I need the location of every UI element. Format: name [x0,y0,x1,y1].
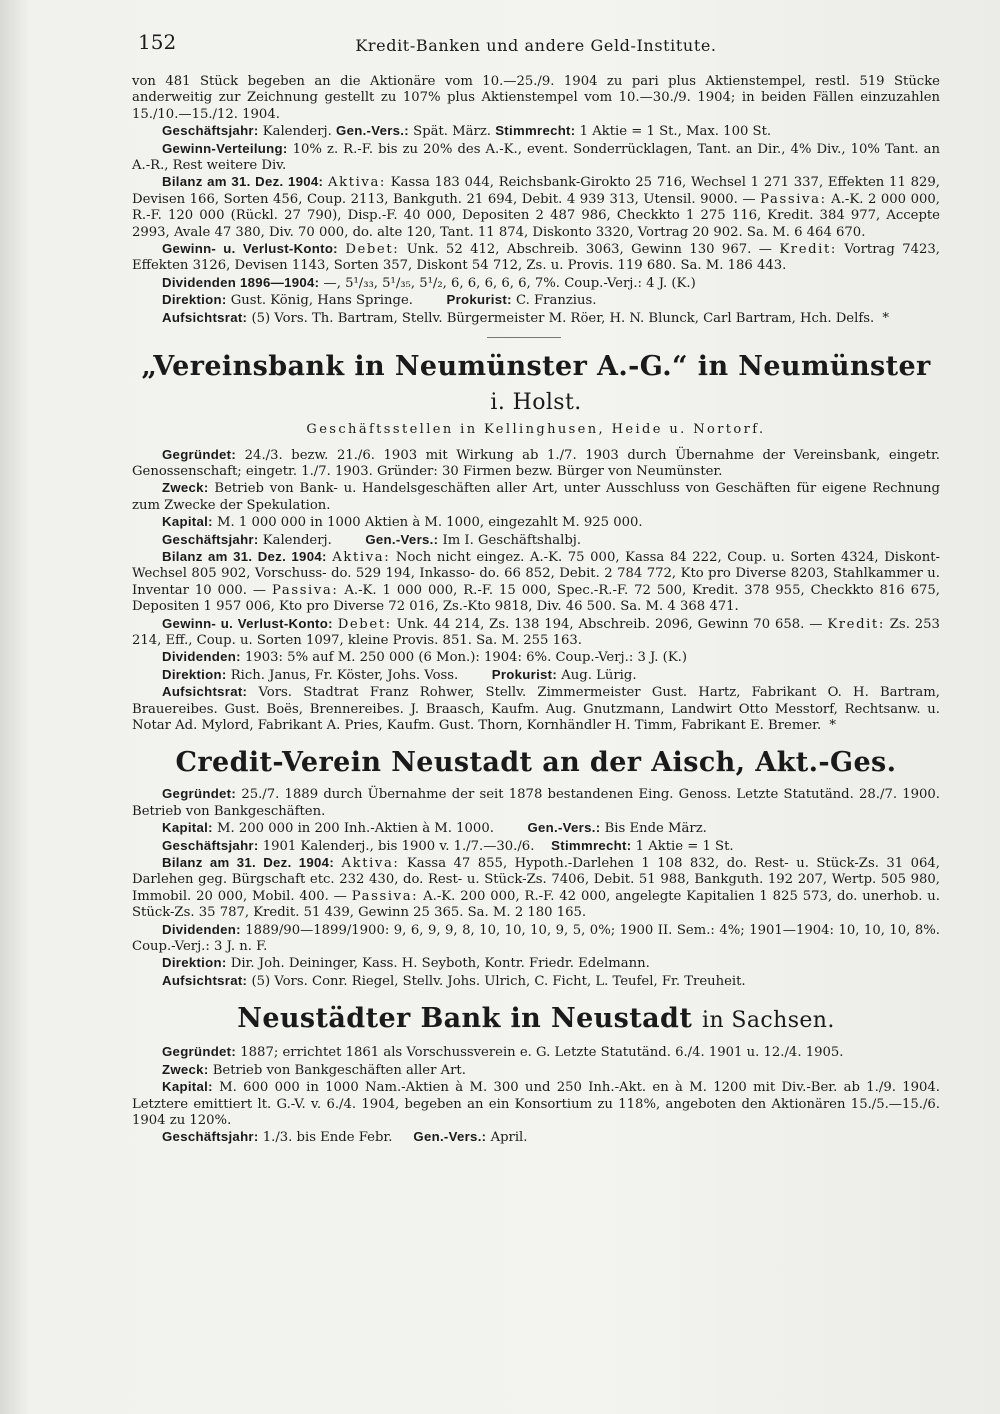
text-aktiva: Kassa 183 044, Reichsbank-Girokto 25 716, Wechsel 1 271 337, Effekten 11 829, Devisen 166, Sorten 456, Coup. 2113, Bankguth. 21 694, Debit. 4 939 313, Utensil. 9000. — [132,175,940,207]
text-gegruendet: 24./3. bezw. 21./6. 1903 mit Wirkung ab 1./7. 1903 durch Übernahme der Vereinsbank, eingetr. Genossenschaft; eingetr. 1./7. 1903. Gründer: 30 Firmen bezw. Bürger von Neumünster. [132,447,940,479]
label-passiva: Passiva: [760,191,827,207]
capital-paragraph [132,820,940,837]
capital-paragraph [132,1079,940,1129]
profit-loss-paragraph [132,616,940,650]
label-aufsichtsrat: Aufsichtsrat: [162,309,248,325]
direction-paragraph [132,667,940,684]
bank-title-main: „Vereinsbank in Neumünster A.-G.“ in Neumünster [141,351,931,383]
label-debet: Debet: [337,616,392,632]
founded-paragraph [132,786,940,820]
label-geschaeftsjahr: Geschäftsjahr: [162,837,259,853]
text-geschaeftsjahr: 1./3. bis Ende Febr. [262,1130,393,1146]
text-gen-vers: Bis Ende März. [604,821,707,837]
label-gegruendet: Gegründet: [162,786,237,802]
text-gewinn-verteilung: 10% z. R.-F. bis zu 20% des A.-K., event. Sonderrücklagen, Tant. an Dir., 4% Div., 10% Tant. an A.-R., Rest weitere Div. [132,141,940,174]
supervisory-board-paragraph [132,310,940,327]
text-debet: Unk. 52 412, Abschreib. 3063, Gewinn 130 967. — [406,242,772,258]
label-geschaeftsjahr: Geschäftsjahr: [162,531,259,547]
balance-paragraph [132,549,940,616]
label-kapital: Kapital: [162,820,213,836]
label-direktion: Direktion: [162,666,227,682]
text-geschaeftsjahr: 1901 Kalenderj., bis 1900 v. 1./7.—30./6. [262,838,535,854]
label-gen-vers: Gen.-Vers.: [527,820,601,836]
label-gewinn-verlust: Gewinn- u. Verlust-Konto: [162,241,338,257]
text-passiva: A.-K. 2 000 000, R.-F. 120 000 (Rückl. 27 790), Disp.-F. 40 000, Depositen 2 487 986, Checkkto 1 275 116, Kredit. 384 977, Accepte 2993, Avale 47 380, Div. 70 000, do. alte 120, Tant. 11 874, Diskonto 3320, Vortrag 20 902. Sa. M. 6 464 670. [132,191,940,240]
label-bilanz: Bilanz am 31. Dez. 1904: [162,548,327,564]
page-content [132,74,940,1147]
text-aktiva: Noch nicht eingez. A.-K. 75 000, Kassa 84 222, Coup. u. Sorten 4324, Diskont-Wechsel 805 902, Vorschuss- do. 529 194, Inkasso- do. 66 852, Debit. 2 784 772, Kto pro Diverse 8203, Stahlkammer u. Inventar 10 000. — [132,549,940,598]
label-geschaeftsjahr: Geschäftsjahr: [162,1129,259,1145]
business-year-paragraph [132,1129,940,1146]
label-kredit: Kredit: [827,616,885,632]
label-stimmrecht: Stimmrecht: [495,123,576,139]
text-kapital: M. 1 000 000 in 1000 Aktien à M. 1000, eingezahlt M. 925 000. [216,515,643,531]
text-zweck: Betrieb von Bankgeschäften aller Art. [212,1062,466,1078]
label-bilanz: Bilanz am 31. Dez. 1904: [162,174,324,190]
label-gegruendet: Gegründet: [162,1044,237,1060]
label-direktion: Direktion: [162,292,227,308]
text-kredit: Vortrag 7423, Effekten 3126, Devisen 1143, Sorten 357, Diskont 54 712, Zs. u. Provis. 119 680. Sa. M. 186 443. [132,242,940,274]
label-zweck: Zweck: [162,480,209,496]
purpose-paragraph [132,480,940,514]
label-dividenden: Dividenden: [162,921,241,937]
label-gewinn-verlust: Gewinn- u. Verlust-Konto: [162,615,333,631]
label-aufsichtsrat: Aufsichtsrat: [162,972,248,988]
label-bilanz: Bilanz am 31. Dez. 1904: [162,855,335,871]
balance-paragraph [132,174,940,241]
label-gen-vers: Gen.-Vers.: [336,123,409,139]
section-neustaedter-bank [132,1002,940,1146]
text-gen-vers: April. [490,1130,528,1146]
text-aktiva: Kassa 47 855, Hypoth.-Darlehen 1 108 832, do. Rest- u. Stück-Zs. 31 064, Darlehen geg. Bürgschaft etc. 232 430, do. Rest- u. Stück-Zs. 7406, Debit. 51 988, Bankguth. 192 207, Wertp. 505 980, Immobil. 20 000, Mobil. 400. — [132,856,940,904]
label-prokurist: Prokurist: [491,666,558,682]
supervisory-board-paragraph [132,973,940,990]
section-vereinsbank-neumuenster [132,350,940,734]
page-header [132,30,940,64]
stock-issue-paragraph [132,74,940,123]
label-passiva: Passiva: [271,582,339,598]
bank-title-suffix: in Sachsen. [702,1008,835,1034]
text-gegruendet: 1887; errichtet 1861 als Vorschussverein e. G. Letzte Statutänd. 6./4. 1901 u. 12./4. 1905. [240,1045,844,1061]
label-passiva: Passiva: [351,888,419,904]
balance-paragraph [132,855,940,922]
label-kapital: Kapital: [162,1079,213,1095]
direction-paragraph [132,292,940,309]
text-dividenden: 1903: 5% auf M. 250 000 (6 Mon.): 1904: 6%. Coup.-Verj.: 3 J. (K.) [244,650,688,666]
text-gen-vers: Spät. März. [413,124,491,140]
profit-loss-paragraph [132,241,940,275]
bank-title: Credit-Verein Neustadt an der Aisch, Akt.-Ges. [175,747,897,779]
label-gewinn-verteilung: Gewinn-Verteilung: [162,140,288,156]
label-gen-vers: Gen.-Vers.: [413,1129,487,1145]
text-passiva: A.-K. 200 000, R.-F. 42 000, angelegte Kapitalien 1 825 573, do. unerhob. u. Stück-Zs. 35 787, Kredit. 51 439, Gewinn 25 365. Sa. M. 2 180 165. [132,888,940,921]
section-divider [487,337,561,338]
text-gegruendet: 25./7. 1889 durch Übernahme der seit 1878 bestandenen Eing. Genoss. Letzte Statutänd. 28./7. 1900. Betrieb von Bankgeschäften. [132,787,941,819]
label-kredit: Kredit: [779,242,837,258]
bank-title-main: Neustädter Bank in Neustadt [237,1003,693,1035]
text-aufsichtsrat: (5) Vors. Conr. Riegel, Stellv. Johs. Ulrich, C. Ficht, L. Teufel, Fr. Treuheit. [251,973,746,989]
supervisory-board-paragraph [132,684,940,734]
text-stimmrecht: 1 Aktie = 1 St. [635,838,734,854]
text-dividenden: 1889/90—1899/1900: 9, 6, 9, 9, 8, 10, 10, 10, 9, 5, 0%; 1900 II. Sem.: 4%; 1901—1904: 10, 10, 10, 8%. Coup.-Verj.: 3 J. n. F. [132,922,940,955]
dividends-paragraph [132,922,940,956]
text-stimmrecht: 1 Aktie = 1 St., Max. 100 St. [579,124,772,140]
branches-line: Geschäftsstellen in Kellinghusen, Heide u. Nortorf. [306,422,766,438]
label-prokurist: Prokurist: [446,292,512,308]
business-year-paragraph [132,532,940,549]
text-passiva: A.-K. 1 000 000, R.-F. 15 000, Spec.-R.-F. 72 500, Kredit. 378 955, Checkkto 816 675, Depositen 1 957 006, Kto pro Diverse 72 016, Zs.-Kto 9818, Div. 46 500. Sa. M. 4 368 471. [132,582,940,615]
running-title: Kredit-Banken und andere Geld-Institute. [355,36,717,55]
text-kapital: M. 200 000 in 200 Inh.-Aktien à M. 1000. [216,821,494,837]
text-geschaeftsjahr: Kalenderj. [262,124,332,140]
label-geschaeftsjahr: Geschäftsjahr: [162,123,259,139]
business-year-paragraph [132,123,940,140]
text-zweck: Betrieb von Bank- u. Handelsgeschäften aller Art, unter Ausschluss von Geschäften für eigene Rechnung zum Zwecke der Spekulation. [132,481,940,513]
text-aufsichtsrat: (5) Vors. Th. Bartram, Stellv. Bürgermeister M. Röer, H. N. Blunck, Carl Bartram, Hch. Delfs. [251,310,875,326]
end-star: * [882,310,889,326]
stock-issue-text: von 481 Stück begeben an die Aktionäre vom 10.—25./9. 1904 zu pari plus Aktienstempel, restl. 519 Stücke anderweitig zur Zeichnung gestellt zu 107% plus Aktienstempel vom 10.—30./9. 1904; in beiden Fällen einzuzahlen 15./10.—15./12. 1904. [132,74,940,122]
label-dividenden: Dividenden 1896—1904: [162,274,320,290]
text-debet: Unk. 44 214, Zs. 138 194, Abschreib. 2096, Gewinn 70 658. — [396,616,823,632]
text-geschaeftsjahr: Kalenderj. [262,532,332,548]
label-aktiva: Aktiva: [341,856,400,872]
label-stimmrecht: Stimmrecht: [551,837,632,853]
dividends-paragraph [132,649,940,666]
text-direktion: Dir. Joh. Deininger, Kass. H. Seyboth, Kontr. Friedr. Edelmann. [230,956,650,972]
label-direktion: Direktion: [162,955,227,971]
bank-title [132,1002,940,1038]
label-aktiva: Aktiva: [327,175,386,191]
text-direktion: Gust. König, Hans Springe. [230,293,413,309]
label-dividenden: Dividenden: [162,649,241,665]
bank-title-suffix: i. Holst. [490,390,582,416]
text-gen-vers: Im I. Geschäftshalbj. [442,532,582,548]
text-kredit: Zs. 253 214, Eff., Coup. u. Sorten 1097, kleine Provis. 851. Sa. M. 255 163. [132,616,940,648]
text-prokurist: C. Franzius. [516,293,597,309]
label-gen-vers: Gen.-Vers.: [365,531,439,547]
end-star: * [829,718,836,733]
text-direktion: Rich. Janus, Fr. Köster, Johs. Voss. [230,667,459,683]
founded-paragraph [132,447,940,481]
text-prokurist: Aug. Lürig. [561,667,637,683]
profit-distribution-paragraph [132,141,940,175]
text-dividenden: —, 5¹/₃₃, 5¹/₃₅, 5¹/₂, 6, 6, 6, 6, 6, 7%. Coup.-Verj.: 4 J. (K.) [323,275,696,291]
business-year-paragraph [132,838,940,855]
label-aufsichtsrat: Aufsichtsrat: [162,684,248,700]
label-zweck: Zweck: [162,1061,209,1077]
label-kapital: Kapital: [162,514,213,530]
label-gegruendet: Gegründet: [162,446,237,462]
direction-paragraph [132,955,940,972]
text-kapital: M. 600 000 in 1000 Nam.-Aktien à M. 300 und 250 Inh.-Akt. en à M. 1200 mit Div.-Ber. ab 1./9. 1904. Letztere emittiert lt. G.-V. v. 6./4. 1904, begeben an ein Konsortium zu 118%, angeboten den Aktionären 15./5.—15./6. 1904 zu 120%. [132,1080,940,1128]
founded-paragraph [132,1044,940,1061]
bank-title [132,350,940,420]
section-credit-verein-neustadt [132,746,940,990]
label-debet: Debet: [345,242,400,258]
page-number: 152 [138,30,177,54]
label-aktiva: Aktiva: [332,549,391,565]
section-continued-entry [132,74,940,327]
capital-paragraph [132,514,940,531]
text-aufsichtsrat: Vors. Stadtrat Franz Rohwer, Stellv. Zimmermeister Gust. Hartz, Fabrikant O. H. Bartram, Brauereibes. Gust. Boës, Brennereibes. J. Braasch, Kaufm. Aug. Gnutzmann, Landwirt Otto Messtorf, Rechtsanw. u. Notar Ad. Mylord, Fabrikant A. Pries, Kaufm. Gust. Thorn, Kornhändler H. Timm, Fabrikant E. Bremer. [132,685,940,733]
purpose-paragraph [132,1062,940,1079]
dividends-paragraph [132,275,940,292]
